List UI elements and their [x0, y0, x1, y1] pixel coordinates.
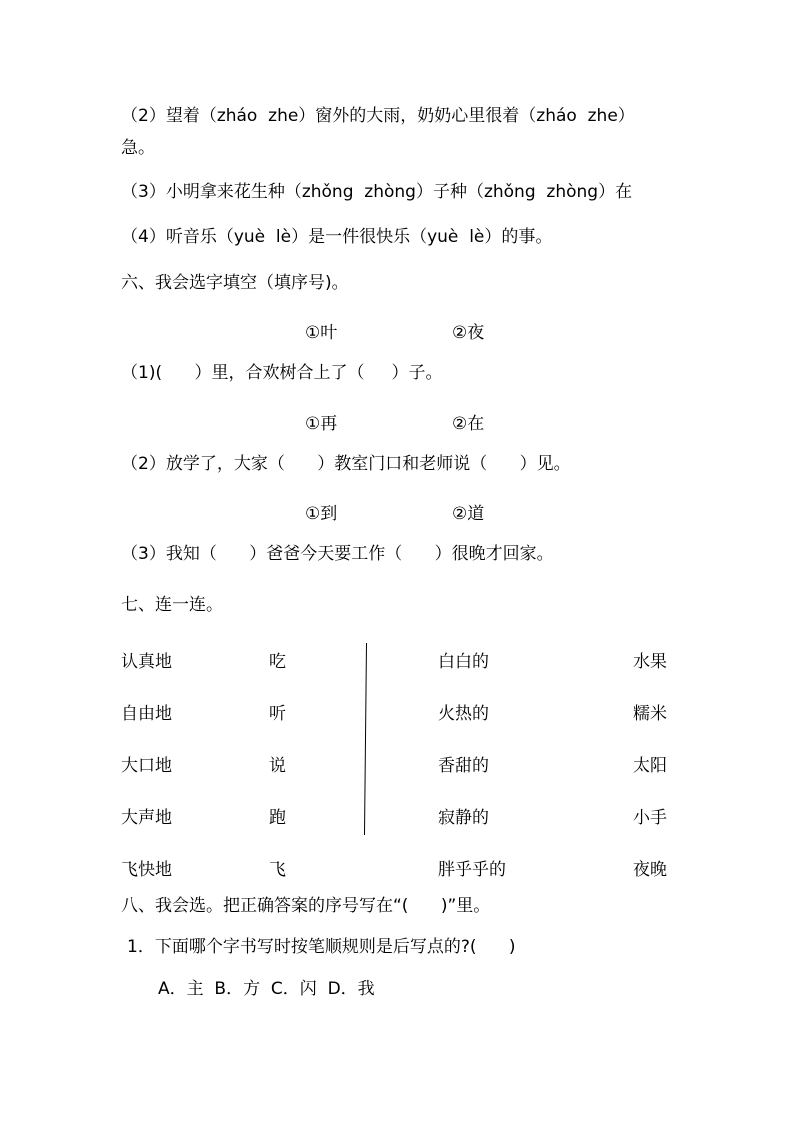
- q6-2: （2）放学了，大家（ ）教室门口和老师说（ ）见。: [121, 454, 571, 474]
- match-right-noun: 糯米: [633, 704, 667, 724]
- match-left-verb: 听: [269, 704, 286, 724]
- match-left-verb: 跑: [269, 808, 286, 828]
- q5-3: （3）小明拿来花生种（zhǒng zhòng）子种（zhǒng zhòng）在: [121, 182, 633, 202]
- section6-heading: 六、我会选字填空（填序号)。: [121, 273, 349, 293]
- match-right-adjective: 火热的: [438, 704, 489, 724]
- option-1: ①到: [305, 504, 338, 524]
- match-right-adjective: 寂静的: [438, 808, 489, 828]
- option-1: ①再: [305, 414, 338, 434]
- match-right-noun: 太阳: [633, 756, 667, 776]
- q5-4: （4）听音乐（yuè lè）是一件很快乐（yuè lè）的事。: [121, 227, 553, 247]
- q5-2-line1: （2）望着（zháo zhe）窗外的大雨，奶奶心里很着（zháo zhe）: [121, 106, 635, 126]
- q6-3: （3）我知（ ）爸爸今天要工作（ ）很晚才回家。: [121, 544, 554, 564]
- match-right-noun: 夜晚: [633, 860, 667, 880]
- match-left-word: 大声地: [121, 808, 172, 828]
- match-left-verb: 吃: [269, 652, 286, 672]
- q8-1-options: A．主 B．方 C．闪 D．我: [158, 979, 375, 999]
- section7-heading: 七、连一连。: [121, 595, 223, 615]
- option-2: ②道: [452, 504, 485, 524]
- match-right-adjective: 胖乎乎的: [438, 860, 506, 880]
- match-right-noun: 水果: [633, 652, 667, 672]
- match-right-adjective: 白白的: [438, 652, 489, 672]
- match-left-word: 飞快地: [121, 860, 172, 880]
- option-1: ①叶: [305, 323, 338, 343]
- option-2: ②夜: [452, 323, 485, 343]
- q5-2-line2: 急。: [121, 138, 155, 158]
- q6-1: （1)( ）里，合欢树合上了（ ）子。: [121, 363, 443, 383]
- section8-heading: 八、我会选。把正确答案的序号写在“( )”里。: [121, 896, 491, 916]
- match-left-word: 认真地: [121, 652, 172, 672]
- match-right-adjective: 香甜的: [438, 756, 489, 776]
- option-2: ②在: [452, 414, 485, 434]
- match-right-noun: 小手: [633, 808, 667, 828]
- match-left-word: 大口地: [121, 756, 172, 776]
- match-left-word: 自由地: [121, 704, 172, 724]
- match-left-verb: 说: [269, 756, 286, 776]
- q8-1: 1．下面哪个字书写时按笔顺规则是后写点的?( ): [127, 937, 516, 957]
- match-divider-line: [364, 643, 367, 835]
- match-left-verb: 飞: [269, 860, 286, 880]
